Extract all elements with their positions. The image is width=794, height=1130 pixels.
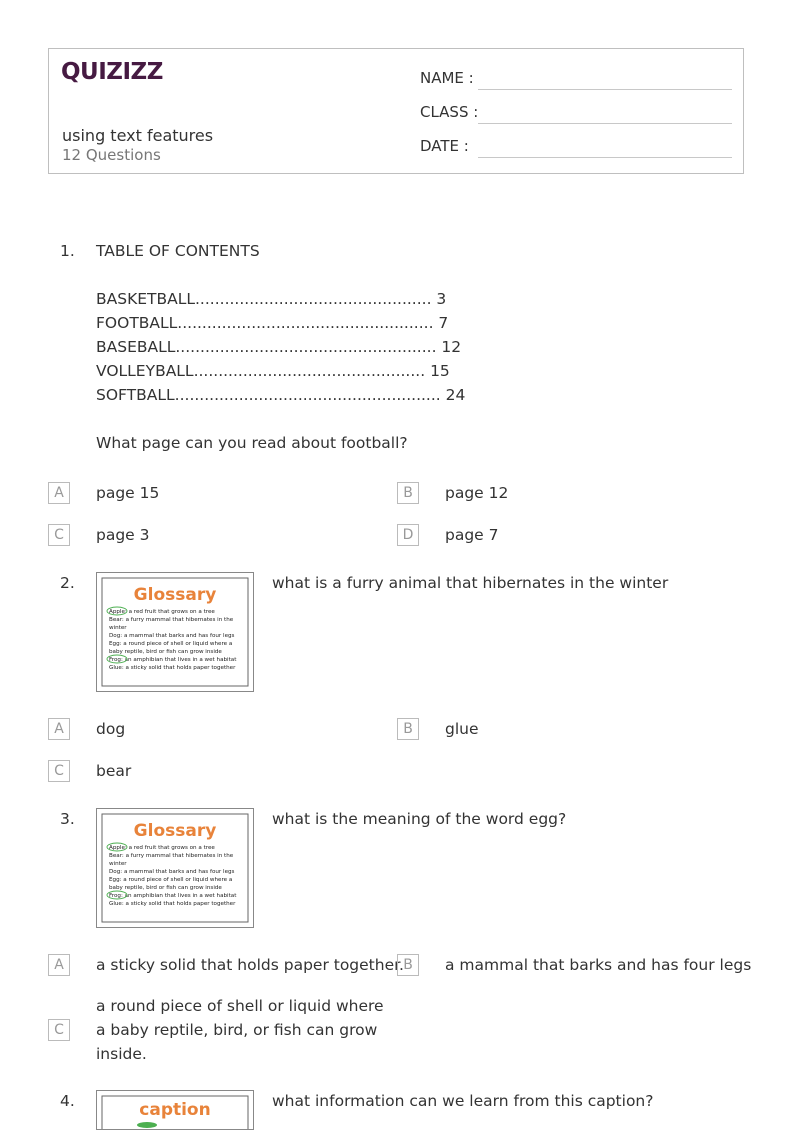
date-label: DATE : xyxy=(420,137,469,155)
question-number: 3. xyxy=(60,810,75,828)
glossary-line: Dog: a mammal that barks and has four legs xyxy=(109,633,235,639)
glossary-line: Apple: a red fruit that grows on a tree xyxy=(109,845,215,851)
toc-line: BASEBALL..................................................... 12 xyxy=(96,338,462,356)
question-text: what is the meaning of the word egg? xyxy=(272,810,567,828)
question-number: 1. xyxy=(60,242,75,260)
option-letter-b[interactable]: B xyxy=(397,482,419,504)
option-text[interactable]: bear xyxy=(96,762,132,780)
question-number: 4. xyxy=(60,1092,75,1110)
glossary-line: winter xyxy=(109,861,127,867)
glossary-image xyxy=(96,572,254,692)
name-field[interactable] xyxy=(478,89,732,90)
question-text: what is a furry animal that hibernates in the winter xyxy=(272,574,669,592)
toc-line: BASKETBALL................................................ 3 xyxy=(96,290,447,308)
class-label: CLASS : xyxy=(420,103,479,121)
worksheet-header xyxy=(48,48,744,174)
option-letter-d[interactable]: D xyxy=(397,524,419,546)
toc-line: VOLLEYBALL............................................... 15 xyxy=(96,362,450,380)
option-text[interactable]: page 15 xyxy=(96,484,160,502)
caption-image xyxy=(96,1090,254,1130)
glossary-line: Egg: a round piece of shell or liquid where a xyxy=(109,877,233,883)
option-letter-a[interactable]: A xyxy=(48,954,70,976)
option-letter-c[interactable]: C xyxy=(48,524,70,546)
glossary-line: Glue: a sticky solid that holds paper together xyxy=(109,901,236,907)
option-text[interactable]: a sticky solid that holds paper together. xyxy=(96,956,404,974)
option-text[interactable]: page 3 xyxy=(96,526,150,544)
option-letter-b[interactable]: B xyxy=(397,954,419,976)
glossary-line: Frog: an amphibian that lives in a wet habitat xyxy=(109,893,237,899)
option-text[interactable]: glue xyxy=(445,720,479,738)
toc-line: SOFTBALL...................................................... 24 xyxy=(96,386,466,404)
toc-line: FOOTBALL.................................................... 7 xyxy=(96,314,449,332)
glossary-heading: Glossary xyxy=(133,821,217,841)
worksheet-title: using text features xyxy=(62,126,214,145)
option-letter-b[interactable]: B xyxy=(397,718,419,740)
option-letter-c[interactable]: C xyxy=(48,1019,70,1041)
option-text[interactable]: a mammal that barks and has four legs xyxy=(445,956,752,974)
option-text[interactable]: a round piece of shell or liquid where a baby reptile, bird, or fish can grow inside. xyxy=(96,997,384,1063)
toc-heading: TABLE OF CONTENTS xyxy=(96,242,260,260)
glossary-line: Dog: a mammal that barks and has four legs xyxy=(109,869,235,875)
option-text[interactable]: page 12 xyxy=(445,484,509,502)
name-label: NAME : xyxy=(420,69,474,87)
glossary-line: Egg: a round piece of shell or liquid where a xyxy=(109,641,233,647)
option-letter-c[interactable]: C xyxy=(48,760,70,782)
glossary-line: baby reptile, bird or fish can grow inside xyxy=(109,649,222,655)
glossary-line: Frog: an amphibian that lives in a wet habitat xyxy=(109,657,237,663)
glossary-line: winter xyxy=(109,625,127,631)
glossary-line: Bear: a furry mammal that hibernates in the xyxy=(109,853,234,859)
caption-heading: caption xyxy=(139,1100,211,1120)
glossary-line: Bear: a furry mammal that hibernates in the xyxy=(109,617,234,623)
option-letter-a[interactable]: A xyxy=(48,482,70,504)
glossary-heading: Glossary xyxy=(133,585,217,605)
glossary-line: Apple: a red fruit that grows on a tree xyxy=(109,609,215,615)
question-count: 12 Questions xyxy=(62,146,161,164)
question-text: what information can we learn from this caption? xyxy=(272,1092,654,1110)
date-field[interactable] xyxy=(478,157,732,158)
class-field[interactable] xyxy=(478,123,732,124)
question-text: What page can you read about football? xyxy=(96,434,408,452)
option-text[interactable]: dog xyxy=(96,720,126,738)
glossary-line: baby reptile, bird or fish can grow inside xyxy=(109,885,222,891)
question-number: 2. xyxy=(60,574,75,592)
glossary-image xyxy=(96,808,254,928)
glossary-line: Glue: a sticky solid that holds paper together xyxy=(109,665,236,671)
quizizz-logo: QUIZIZZ xyxy=(61,59,163,85)
option-text[interactable]: page 7 xyxy=(445,526,499,544)
option-letter-a[interactable]: A xyxy=(48,718,70,740)
